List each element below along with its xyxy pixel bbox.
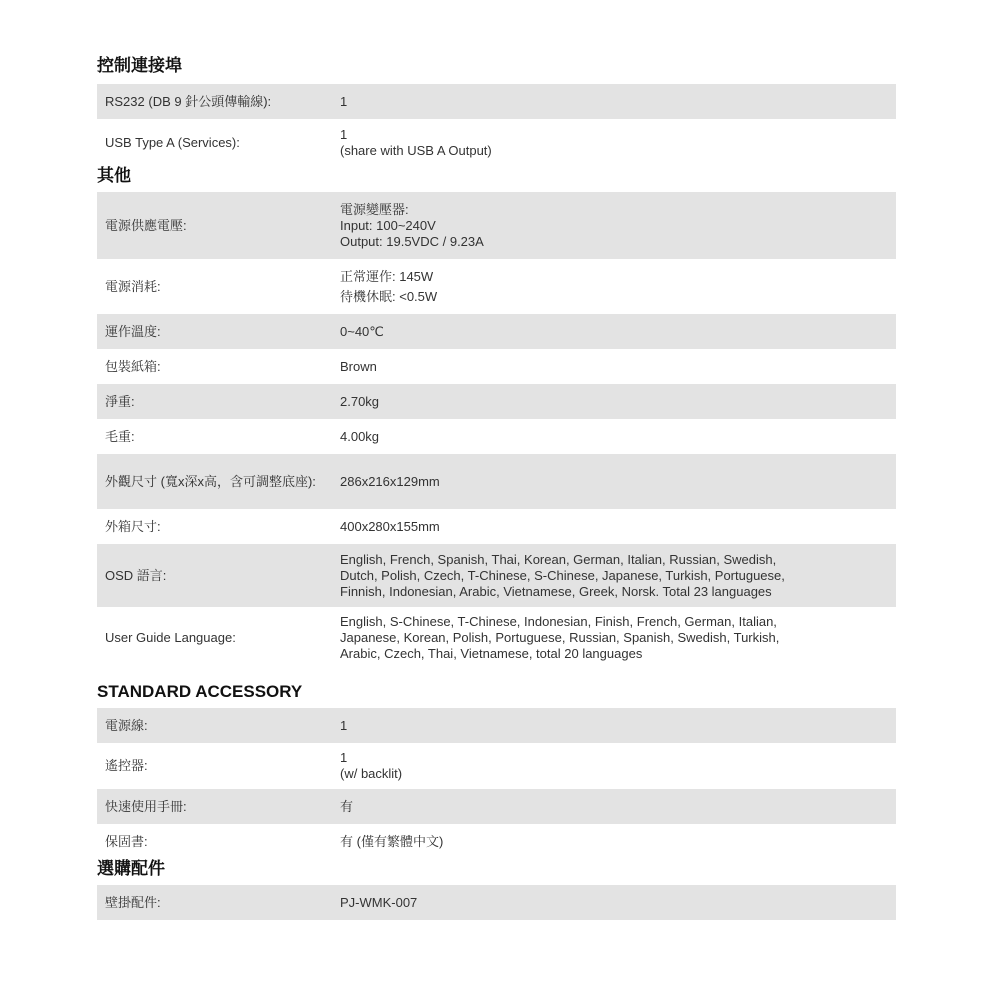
spec-value-line: 286x216x129mm (340, 473, 440, 489)
section-title-ports: 控制連接埠 (97, 56, 182, 75)
spec-row-wall-mount (97, 885, 896, 920)
spec-value-line: 1 (340, 750, 348, 765)
spec-row-usb-type-a (97, 119, 896, 166)
spec-label: 壁掛配件: (105, 894, 161, 910)
spec-value-line: Output: 19.5VDC / 9.23A (340, 233, 484, 249)
spec-row-carton-size (97, 509, 896, 544)
spec-value-line: 有 (340, 798, 354, 814)
spec-value (340, 324, 896, 340)
spec-value (340, 552, 896, 600)
spec-label: 電源線: (105, 717, 148, 733)
spec-label: User Guide Language: (105, 629, 236, 645)
spec-label: 外箱尺寸: (105, 518, 161, 534)
spec-value (340, 429, 896, 445)
spec-label: 包裝紙箱: (105, 358, 161, 374)
spec-row-power-supply (97, 192, 896, 259)
spec-value-line: 4.00kg (340, 428, 380, 444)
spec-value-line: (w/ backlit) (340, 766, 403, 781)
spec-label: 遙控器: (105, 758, 148, 773)
spec-value-line: Input: 100~240V (340, 217, 436, 233)
spec-value-line: Brown (340, 358, 377, 374)
spec-row-power-consumption (97, 259, 896, 314)
spec-value-line: 400x280x155mm (340, 518, 440, 534)
spec-row-power-cord (97, 708, 896, 743)
spec-table (97, 56, 896, 920)
spec-value-line: 電源變壓器: (340, 201, 409, 217)
spec-row-user-guide-language (97, 607, 896, 668)
spec-value (340, 269, 896, 305)
section-title-standard-accessory: STANDARD ACCESSORY (97, 682, 303, 701)
spec-label: 保固書: (105, 833, 148, 849)
spec-value (340, 519, 896, 535)
spec-label: 電源消耗: (105, 278, 161, 294)
spec-value (340, 359, 896, 375)
spec-value-line: Dutch, Polish, Czech, T-Chinese, S-Chinese, Japanese, Turkish, Portuguese, (340, 567, 785, 583)
spec-row-operating-temp (97, 314, 896, 349)
spec-row-warranty-card (97, 824, 896, 859)
section-title-other: 其他 (97, 166, 131, 185)
spec-value-line: (share with USB A Output) (340, 142, 492, 158)
spec-value-line: Finnish, Indonesian, Arabic, Vietnamese, Greek, Norsk. Total 23 languages (340, 583, 772, 599)
spec-value (340, 834, 896, 850)
spec-value (340, 394, 896, 410)
spec-value (340, 750, 896, 782)
spec-value-line: PJ-WMK-007 (340, 894, 418, 910)
spec-value (340, 718, 896, 734)
spec-label: 毛重: (105, 428, 135, 444)
spec-row-dimensions (97, 454, 896, 509)
spec-label: 快速使用手冊: (105, 798, 187, 814)
spec-value-line: 0~40℃ (340, 323, 384, 339)
spec-label: USB Type A (Services): (105, 134, 240, 150)
spec-row-gross-weight (97, 419, 896, 454)
spec-value-line: 待機休眠: <0.5W (340, 288, 438, 304)
spec-value (340, 474, 896, 490)
spec-value-line: 1 (340, 93, 348, 109)
spec-value-line: Arabic, Czech, Thai, Vietnamese, total 20 languages (340, 645, 643, 661)
spec-row-rs232 (97, 84, 896, 119)
spec-label: OSD 語言: (105, 567, 167, 583)
spec-label: 電源供應電壓: (105, 217, 187, 233)
section-spacer (97, 668, 896, 682)
spec-value (340, 614, 896, 662)
spec-value (340, 127, 896, 159)
spec-label: 淨重: (105, 393, 135, 409)
spec-row-package-box (97, 349, 896, 384)
spec-row-quick-guide (97, 789, 896, 824)
spec-value (340, 895, 896, 911)
spec-row-remote-control (97, 743, 896, 789)
spec-label: 外觀尺寸 (寬x深x高，含可調整底座): (105, 473, 316, 489)
spec-value-line: Japanese, Korean, Polish, Portuguese, Russian, Spanish, Swedish, Turkish, (340, 629, 780, 645)
spec-value-line: 1 (340, 126, 348, 142)
spec-label: 運作溫度: (105, 323, 161, 339)
spec-value-line: 正常運作: 145W (340, 268, 434, 284)
section-title-optional-accessory: 選購配件 (97, 859, 165, 878)
spec-value (340, 202, 896, 250)
spec-row-net-weight (97, 384, 896, 419)
spec-value-line: English, French, Spanish, Thai, Korean, German, Italian, Russian, Swedish, (340, 551, 777, 567)
spec-value-line: 2.70kg (340, 393, 380, 409)
spec-label: RS232 (DB 9 針公頭傳輸線): (105, 93, 272, 109)
spec-value-line: English, S-Chinese, T-Chinese, Indonesian, Finish, French, German, Italian, (340, 613, 777, 629)
spec-value-line: 1 (340, 717, 348, 733)
spec-row-osd-language (97, 544, 896, 607)
spec-value (340, 799, 896, 815)
spec-value-line: 有 (僅有繁體中文) (340, 833, 444, 849)
spec-value (340, 94, 896, 110)
